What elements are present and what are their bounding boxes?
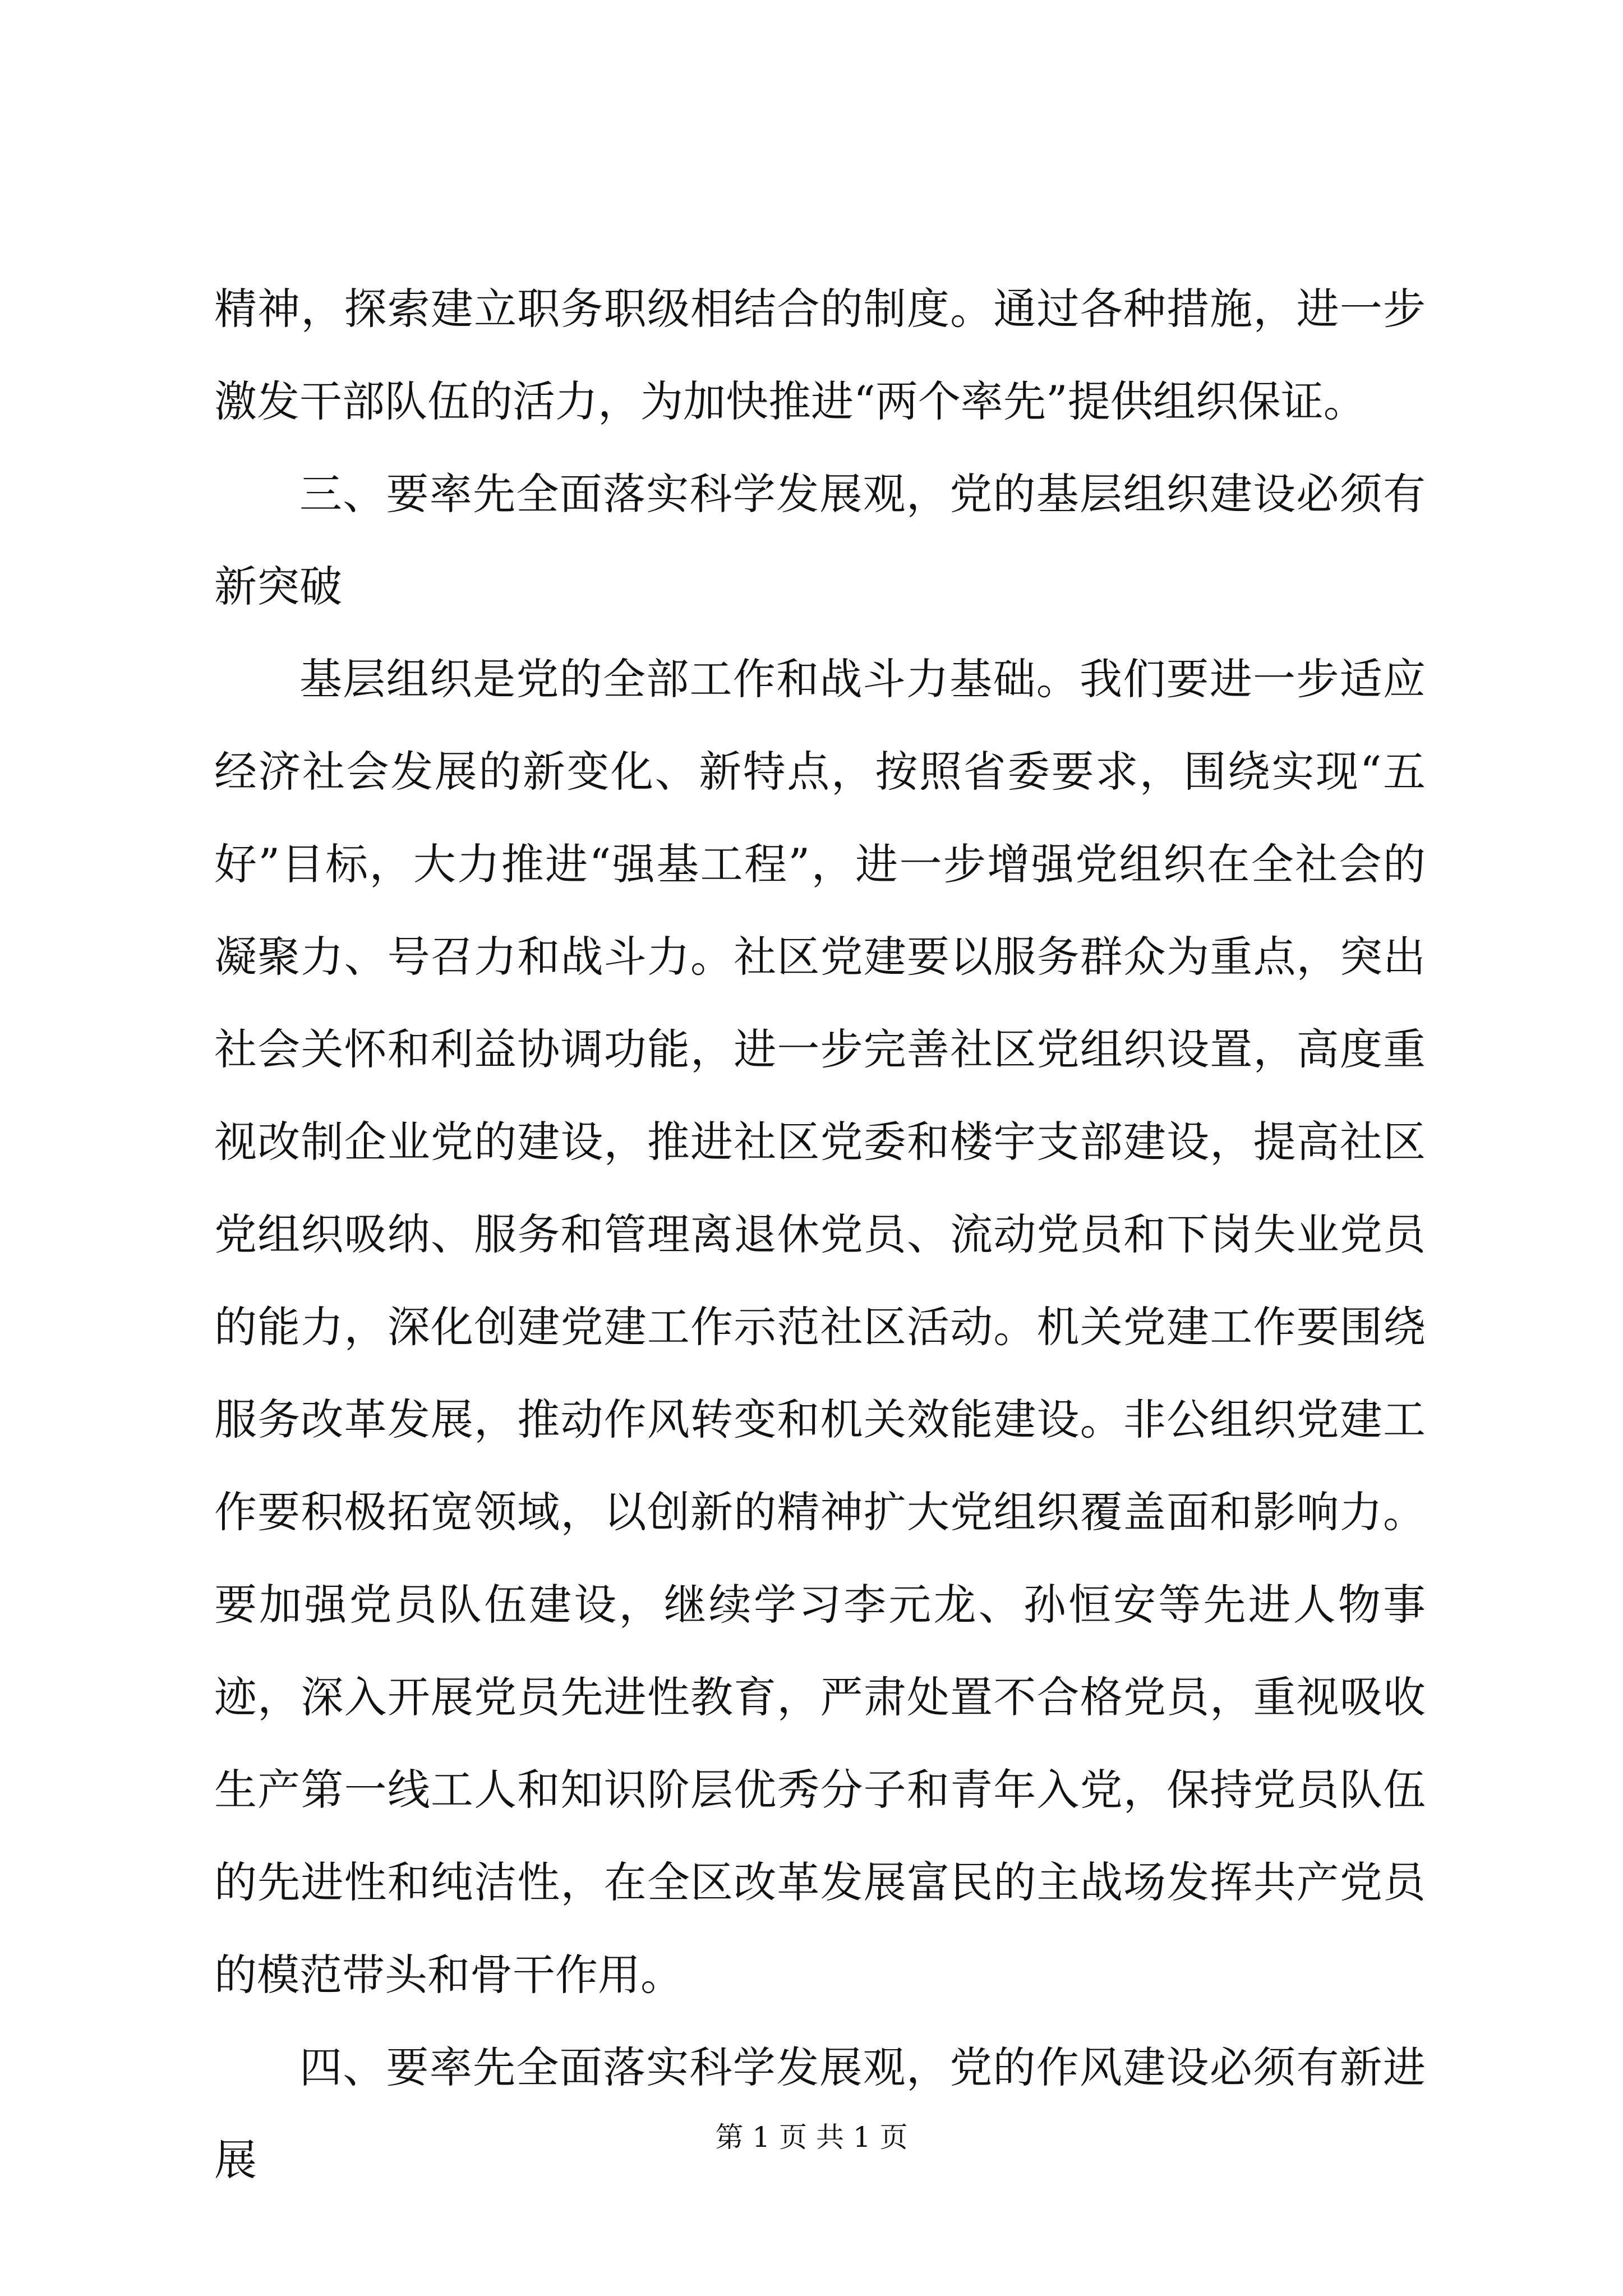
paragraph-continuation: 精神，探索建立职务职级相结合的制度。通过各种措施，进一步激发干部队伍的活力，为加快推进“两个率先”提供组织保证。 — [214, 284, 1426, 426]
paragraph-grassroots: 基层组织是党的全部工作和战斗力基础。我们要进一步适应经济社会发展的新变化、新特点，按照省委要求，围绕实现“五好”目标，大力推进“强基工程”，进一步增强党组织在全社会的凝聚力、号召力和战斗力。社区党建要以服务群众为重点，突出社会关怀和利益协调功能，进一步完善社区党组织设置，高度重视改制企业党的建设，推进社区党委和楼宇支部建设，提高社区党组织吸纳、服务和管理离退休党员、流动党员和下岗失业党员的能力，深化创建党建工作示范社区活动。机关党建工作要围绕服务改革发展，推动作风转变和机关效能建设。非公组织党建工作要积极拓宽领域，以创新的精神扩大党组织覆盖面和影响力。要加强党员队伍建设，继续学习李元龙、孙恒安等先进人物事迹，深入开展党员先进性教育，严肃处置不合格党员，重视吸收生产第一线工人和知识阶层优秀分子和青年入党，保持党员队伍的先进性和纯洁性，在全区改革发展富民的主战场发挥共产党员的模范带头和骨干作用。 — [214, 654, 1426, 2000]
section-heading-four: 四、要率先全面落实科学发展观，党的作风建设必须有新进展 — [214, 2042, 1426, 2185]
page-footer: 第 1 页 共 1 页 — [715, 2121, 908, 2154]
document-body — [214, 263, 1426, 2206]
section-heading-three: 三、要率先全面落实科学发展观，党的基层组织建设必须有新突破 — [214, 469, 1426, 611]
